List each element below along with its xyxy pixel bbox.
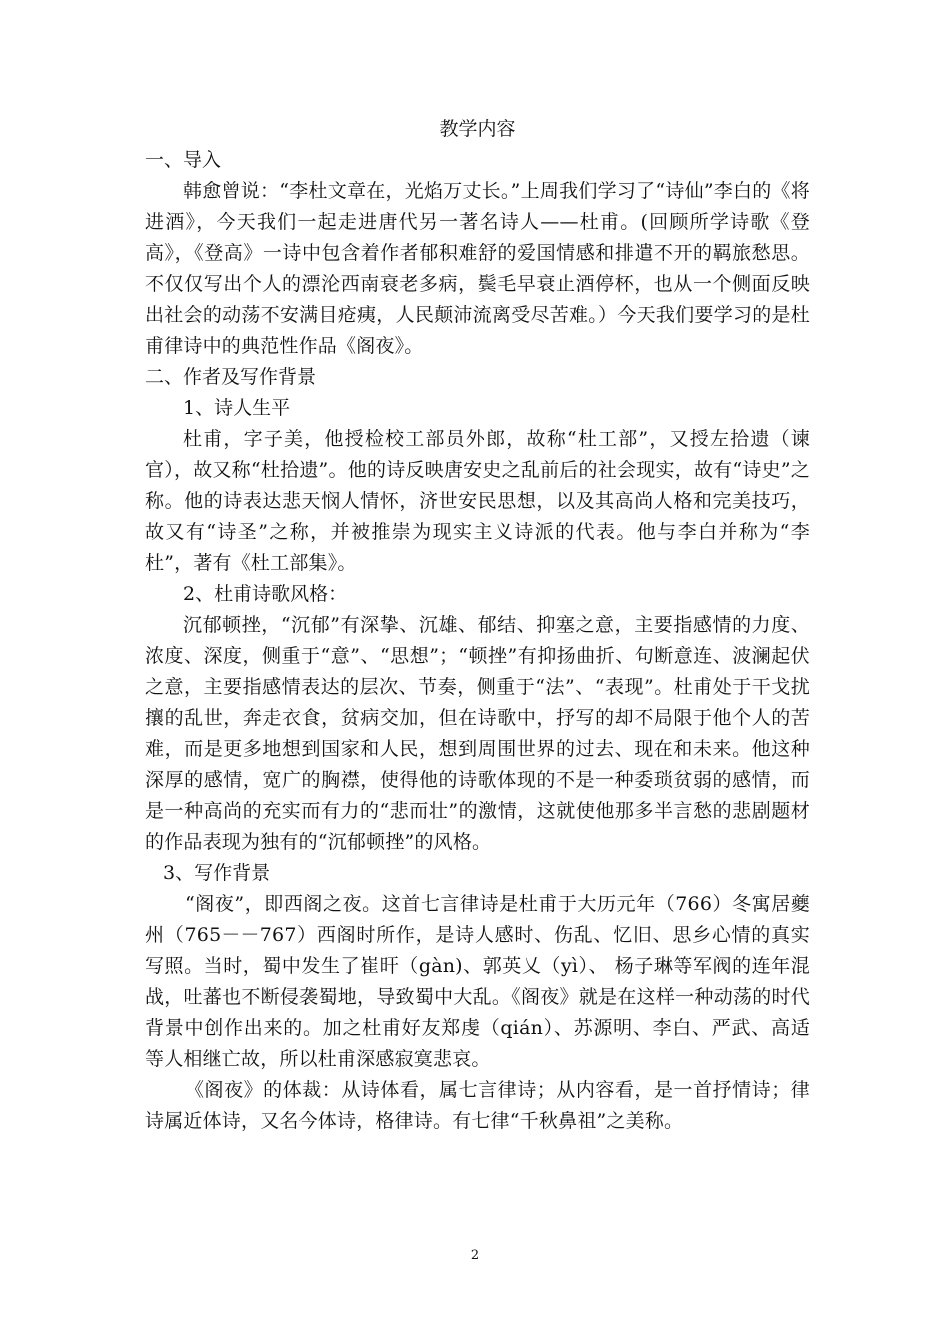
section-heading-intro: 一、导入 [145,149,222,171]
style-paragraph: 沉郁顿挫，“沉郁”有深挚、沉雄、郁结、抑塞之意，主要指感情的力度、浓度、深度，侧重于“意”、“思想”；“顿挫”有抑扬曲折、句断意连、波澜起伏之意，主要指感情表达的层次、节奏，侧重于“法”、“表现”。杜甫处于干戈扰攘的乱世，奔走衣食，贫病交加，但在诗歌中，抒写的却不局限于他个人的苦难，而是更多地想到国家和人民，想到周围世界的过去、现在和未来。他这种深厚的感情，宽广的胸襟，使得他的诗歌体现的不是一种委琐贫弱的感情，而是一种高尚的充实而有力的“悲而壮”的激情，这就使他那多半言愁的悲剧题材的作品表现为独有的“沉郁顿挫”的风格。 [145,614,810,853]
subheading-life: 1、诗人生平 [183,397,291,419]
page-content [145,114,810,1137]
page-title: 教学内容 [439,118,516,140]
life-paragraph: 杜甫，字子美，他授检校工部员外郎，故称“杜工部”，又授左拾遗（谏官），故又称“杜拾遗”。他的诗反映唐安史之乱前后的社会现实，故有“诗史”之称。他的诗表达悲天悯人情怀，济世安民思想，以及其高尚人格和完美技巧，故又有“诗圣”之称，并被推崇为现实主义诗派的代表。他与李白并称为“李杜”，著有《杜工部集》。 [145,428,810,574]
background-paragraph: “阁夜”，即西阁之夜。这首七言律诗是杜甫于大历元年（766）冬寓居夔州（765－－767）西阁时所作，是诗人感时、伤乱、忆旧、思乡心情的真实写照。当时，蜀中发生了崔旰（gàn)、郭英乂（yì）、 杨子琳等军阀的连年混战，吐蕃也不断侵袭蜀地，导致蜀中大乱。《阁夜》就是在这样一种动荡的时代背景中创作出来的。加之杜甫好友郑虔（qián）、苏源明、李白、严武、高适等人相继亡故，所以杜甫深感寂寞悲哀。 [145,893,810,1070]
intro-paragraph: 韩愈曾说：“李杜文章在，光焰万丈长。”上周我们学习了“诗仙”李白的《将进酒》，今天我们一起走进唐代另一著名诗人——杜甫。(回顾所学诗歌《登高》，《登高》一诗中包含着作者郁积难舒的爱国情感和排遣不开的羁旅愁思。不仅仅写出个人的漂沦西南衰老多病，鬓毛早衰止酒停杯，也从一个侧面反映出社会的动荡不安满目疮痍，人民颠沛流离受尽苦难。）今天我们要学习的是杜甫律诗中的典范性作品《阁夜》。 [145,180,810,357]
subheading-background: 3、写作背景 [163,862,271,884]
section-heading-author: 二、作者及写作背景 [145,366,317,388]
genre-paragraph: 《阁夜》的体裁：从诗体看，属七言律诗；从内容看，是一首抒情诗；律诗属近体诗，又名今体诗，格律诗。有七律“千秋鼻祖”之美称。 [145,1079,810,1132]
subheading-style: 2、杜甫诗歌风格： [183,583,348,605]
page-number: 2 [470,1248,480,1263]
